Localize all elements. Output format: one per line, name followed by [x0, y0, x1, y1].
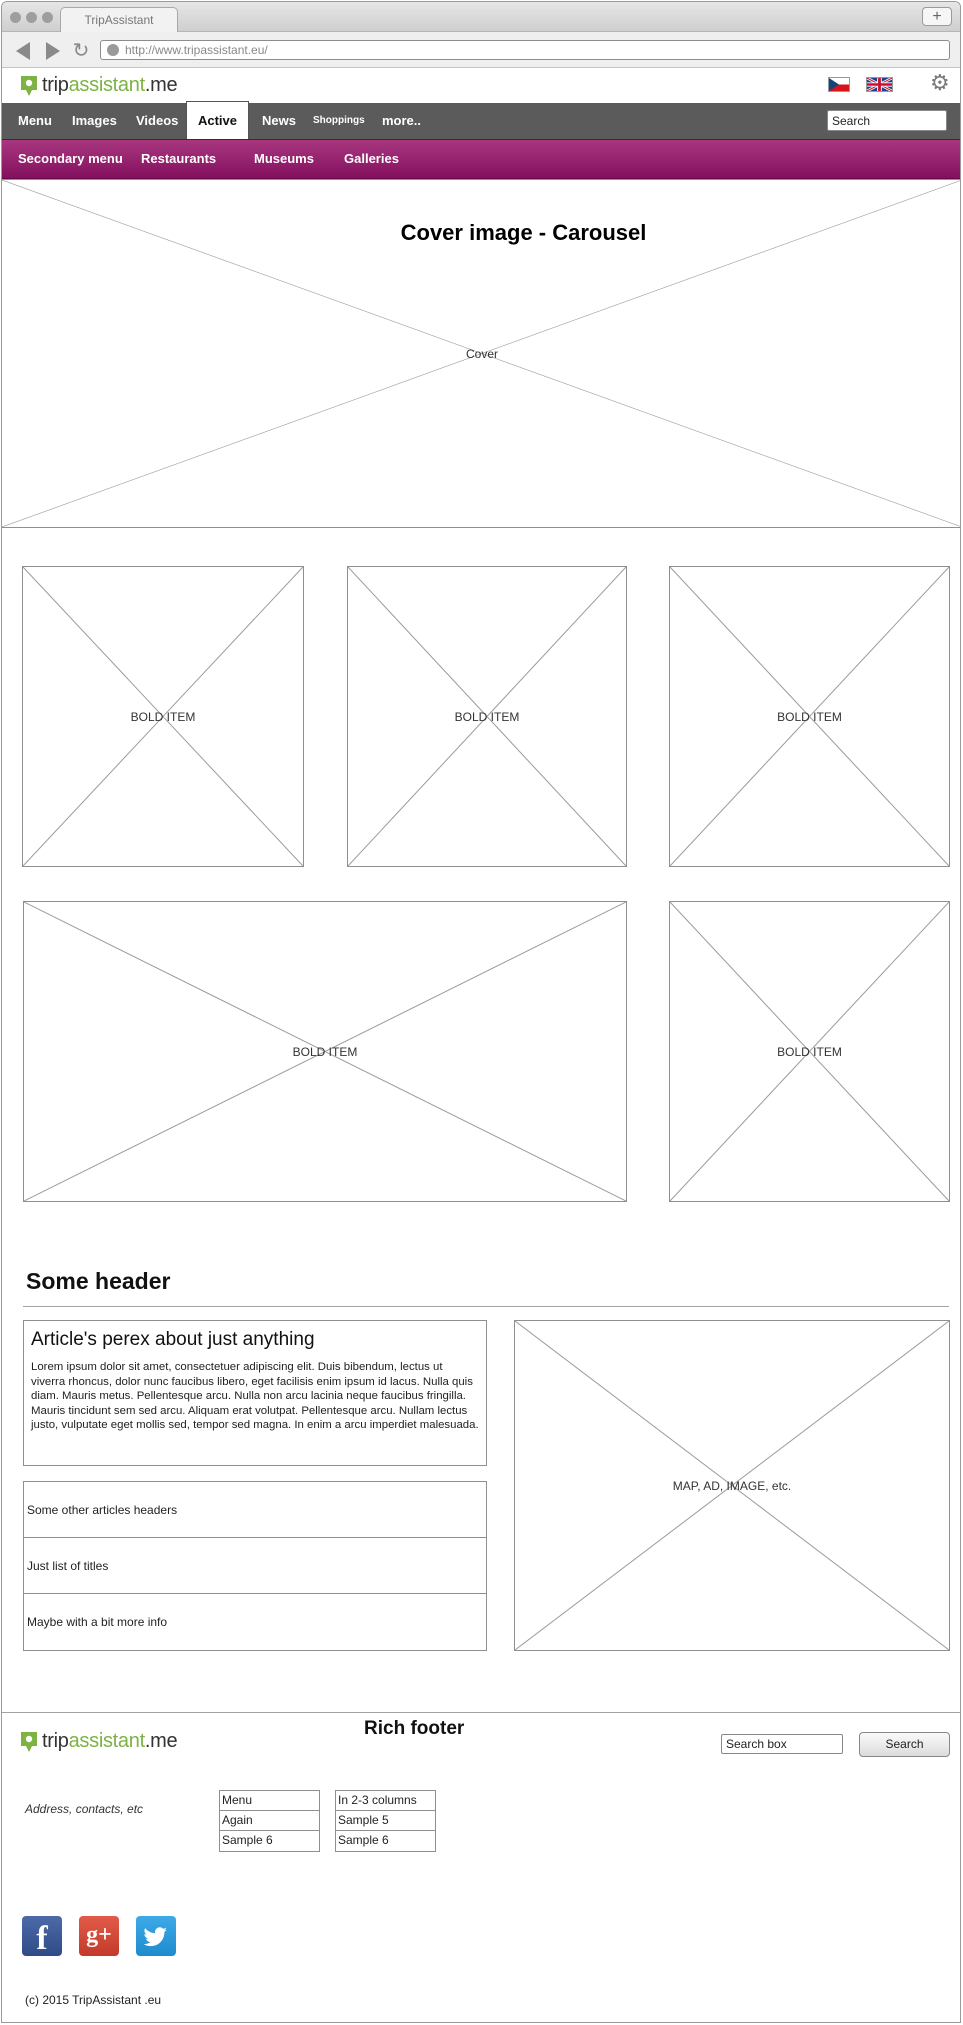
bold-item-tile-wide[interactable] [23, 901, 627, 1202]
nav-item-menu[interactable]: Menu [18, 113, 52, 128]
bold-item-tile[interactable] [669, 901, 950, 1202]
footer-link-column [335, 1790, 436, 1852]
footer-link[interactable]: In 2-3 columns [336, 1791, 435, 1811]
perex-body: Lorem ipsum dolor sit amet, consectetuer adipiscing elit. Duis bibendum, lectus ut viverra rhoncus, dolor nunc faucibus libero, eget facilisis enim ipsum id lacus. Nulla quis diam. Mauris metus. Pellentesque arcu. Nulla non arcu lacinia neque faucibus fringilla. Mauris tincidunt sem sed arcu. Aliquam erat volutpat. Pellentesque arcu. Nullam lectus justo, vulputate eget mollis sed, tempor sed magna. In enim a arcu imperdiet malesuada. [31, 1361, 479, 1431]
logo-assistant: assistant [68, 74, 145, 96]
cover-label: Cover [465, 346, 498, 361]
tile-label: BOLD ITEM [292, 1044, 358, 1059]
close-window-icon[interactable] [10, 12, 21, 23]
czech-flag-icon[interactable] [828, 77, 850, 92]
logo-trip: trip [42, 1730, 69, 1752]
list-item[interactable]: Some other articles headers [24, 1482, 486, 1538]
tile-label: BOLD ITEM [130, 709, 196, 724]
footer-logo[interactable] [20, 1730, 177, 1753]
footer-search-button[interactable]: Search [859, 1732, 950, 1757]
location-pin-icon [20, 75, 38, 97]
footer-divider [2, 1712, 960, 1713]
footer-link[interactable]: Sample 5 [336, 1811, 435, 1831]
footer-title: Rich footer [364, 1718, 465, 1739]
nav-item-news[interactable]: News [262, 113, 296, 128]
address-bar [2, 32, 960, 68]
secondary-nav [2, 139, 960, 179]
back-icon[interactable] [16, 42, 30, 60]
article-perex[interactable] [23, 1320, 487, 1466]
minimize-window-icon[interactable] [26, 12, 37, 23]
bold-item-tile[interactable] [669, 566, 950, 867]
bold-item-tile[interactable] [22, 566, 304, 867]
subnav-item-secondary-menu[interactable]: Secondary menu [18, 151, 123, 166]
footer-link-column [219, 1790, 320, 1852]
url-text: http://www.tripassistant.eu/ [125, 43, 268, 57]
browser-window [1, 1, 961, 2023]
location-pin-icon [20, 1731, 38, 1753]
nav-search-input[interactable] [827, 110, 947, 131]
nav-item-videos[interactable]: Videos [136, 113, 179, 128]
tile-label: BOLD ITEM [777, 709, 842, 724]
forward-icon[interactable] [46, 42, 60, 60]
map-ad-image-placeholder[interactable] [514, 1320, 950, 1651]
new-tab-button[interactable]: + [922, 7, 952, 26]
browser-titlebar [2, 2, 960, 32]
nav-item-shoppings[interactable]: Shoppings [313, 115, 365, 126]
twitter-bird-icon [136, 1916, 176, 1956]
url-input[interactable] [100, 40, 950, 60]
tile-label: BOLD ITEM [454, 709, 520, 724]
footer-link[interactable]: Sample 6 [338, 1833, 389, 1847]
uk-flag-icon[interactable] [866, 77, 893, 92]
copyright: (c) 2015 TripAssistant .eu [25, 1993, 162, 2007]
footer-link[interactable]: Sample 6 [222, 1833, 273, 1847]
google-plus-icon[interactable]: g+ [79, 1916, 119, 1956]
site-info-icon [107, 44, 119, 56]
main-nav [2, 103, 960, 139]
aside-label: MAP, AD, IMAGE, etc. [672, 1478, 792, 1493]
logo-me: .me [144, 74, 178, 96]
bold-item-tile[interactable] [347, 566, 627, 867]
article-title-list [23, 1481, 487, 1651]
settings-gear-icon[interactable]: ⚙ [930, 70, 950, 95]
section-divider [23, 1306, 949, 1307]
reload-icon[interactable]: ↻ [72, 40, 90, 62]
tile-label: BOLD ITEM [777, 1044, 842, 1059]
section-header: Some header [26, 1268, 171, 1294]
facebook-icon[interactable]: f [22, 1916, 62, 1956]
subnav-item-restaurants[interactable]: Restaurants [141, 151, 217, 166]
subnav-item-galleries[interactable]: Galleries [344, 151, 399, 166]
logo-trip: trip [42, 74, 69, 96]
footer-search-input[interactable] [721, 1734, 843, 1754]
list-item[interactable]: Just list of titles [24, 1538, 486, 1594]
nav-item-active[interactable]: Active [186, 101, 249, 139]
twitter-icon[interactable] [136, 1916, 176, 1956]
subnav-item-museums[interactable]: Museums [254, 151, 314, 166]
perex-title: Article's perex about just anything [31, 1329, 315, 1350]
logo-me: .me [144, 1730, 178, 1752]
nav-item-more[interactable]: more.. [382, 113, 422, 128]
nav-item-images[interactable]: Images [72, 113, 117, 128]
window-controls[interactable] [10, 12, 53, 23]
maximize-window-icon[interactable] [42, 12, 53, 23]
browser-tab[interactable]: TripAssistant [60, 7, 178, 32]
site-logo[interactable] [20, 74, 177, 97]
logo-assistant: assistant [68, 1730, 145, 1752]
footer-link[interactable]: Menu [220, 1791, 319, 1811]
cover-title: Cover image - Carousel [400, 220, 647, 245]
footer-link[interactable]: Again [220, 1811, 319, 1831]
list-item[interactable]: Maybe with a bit more info [27, 1615, 168, 1629]
footer-address: Address, contacts, etc [25, 1802, 144, 1816]
